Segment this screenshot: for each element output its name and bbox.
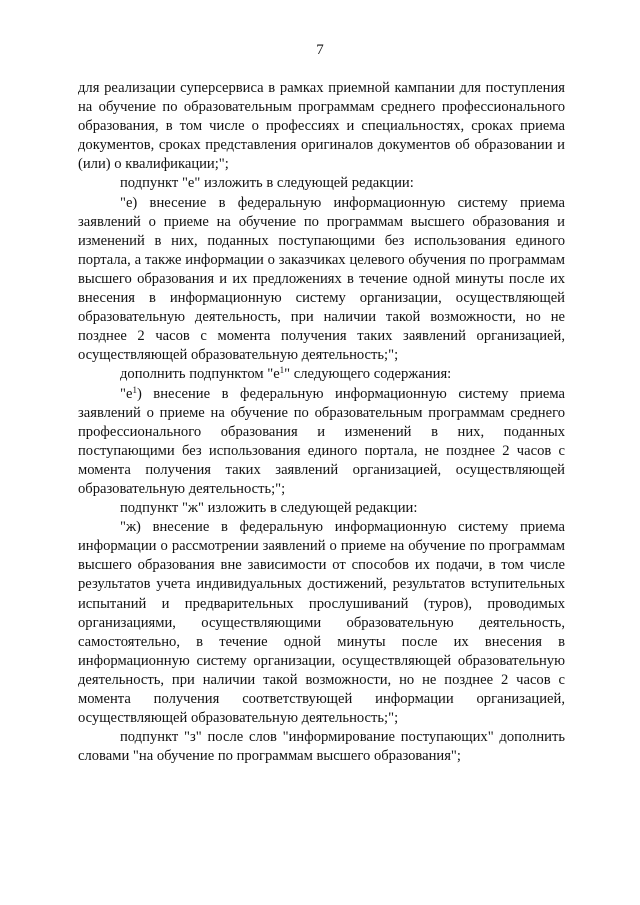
text-fragment: " следующего содержания: [284, 366, 452, 383]
text-fragment: дополнить подпунктом "е [120, 366, 280, 383]
text-fragment: "е [120, 385, 133, 402]
paragraph-continuation: для реализации суперсервиса в рамках приемной кампании для поступления на обучение по образовательным программам среднего профессионального образования, в том числе о профессиях и специальностях, сроках приема документов, сроках представления оригиналов документов об образовании и (или) о квалификации;"; [78, 80, 565, 173]
paragraph-subpoint-z-text: подпункт "з" после слов "информирование поступающих" дополнить словами "на обучение по программам высшего образования"; [78, 729, 565, 765]
paragraph-subpoint-e-text: "е) внесение в федеральную информационную систему приема заявлений о приеме на обучение по программам высшего образования и изменений в них, поданных поступающими без использования единого портала, а также информации о заказчиках целевого обучения по программам высшего образования и их предложениях в течение одной минуты после их внесения в информационную систему организации, осуществляющей образовательную деятельность, при наличии такой возможности, но не позднее 2 часов с момента получения таких заявлений организацией, осуществляющей образовательную деятельность;"; [78, 194, 565, 364]
superscript: 1 [279, 365, 285, 376]
text-fragment: ) внесение в федеральную информационную систему приема заявлений о приеме на обучение по образовательным программам среднего профессионального образования и изменений в них, поданных поступающими без использования единого портала, не позднее 2 часов с момента получения таких заявлений организацией, осуществляющей образовательную деятельность;"; [78, 385, 565, 497]
paragraph-subpoint-e1-text [78, 385, 565, 500]
paragraph-subpoint-e1-instruction [78, 365, 565, 384]
document-body [78, 79, 565, 766]
page-number: 7 [316, 42, 324, 58]
superscript: 1 [132, 384, 137, 395]
paragraph-subpoint-e-instruction: подпункт "е" изложить в следующей редакции: [120, 175, 414, 192]
paragraph-subpoint-zh-instruction: подпункт "ж" изложить в следующей редакции: [120, 500, 418, 517]
paragraph-subpoint-zh-text: "ж) внесение в федеральную информационную систему приема информации о рассмотрении заявлений о приеме на обучение по программам высшего образования вне зависимости от способов их подачи, в том числе результатов учета индивидуальных достижений, результатов вступительных испытаний и предварительных прослушиваний (туров), проводимых организациями, осуществляющими образовательную деятельность, самостоятельно, в течение одной минуты после их внесения в информационную систему организации, осуществляющей образовательную деятельность, при наличии такой возможности, но не позднее 2 часов с момента получения соответствующей информации организацией, осуществляющей образовательную деятельность;"; [78, 519, 565, 727]
